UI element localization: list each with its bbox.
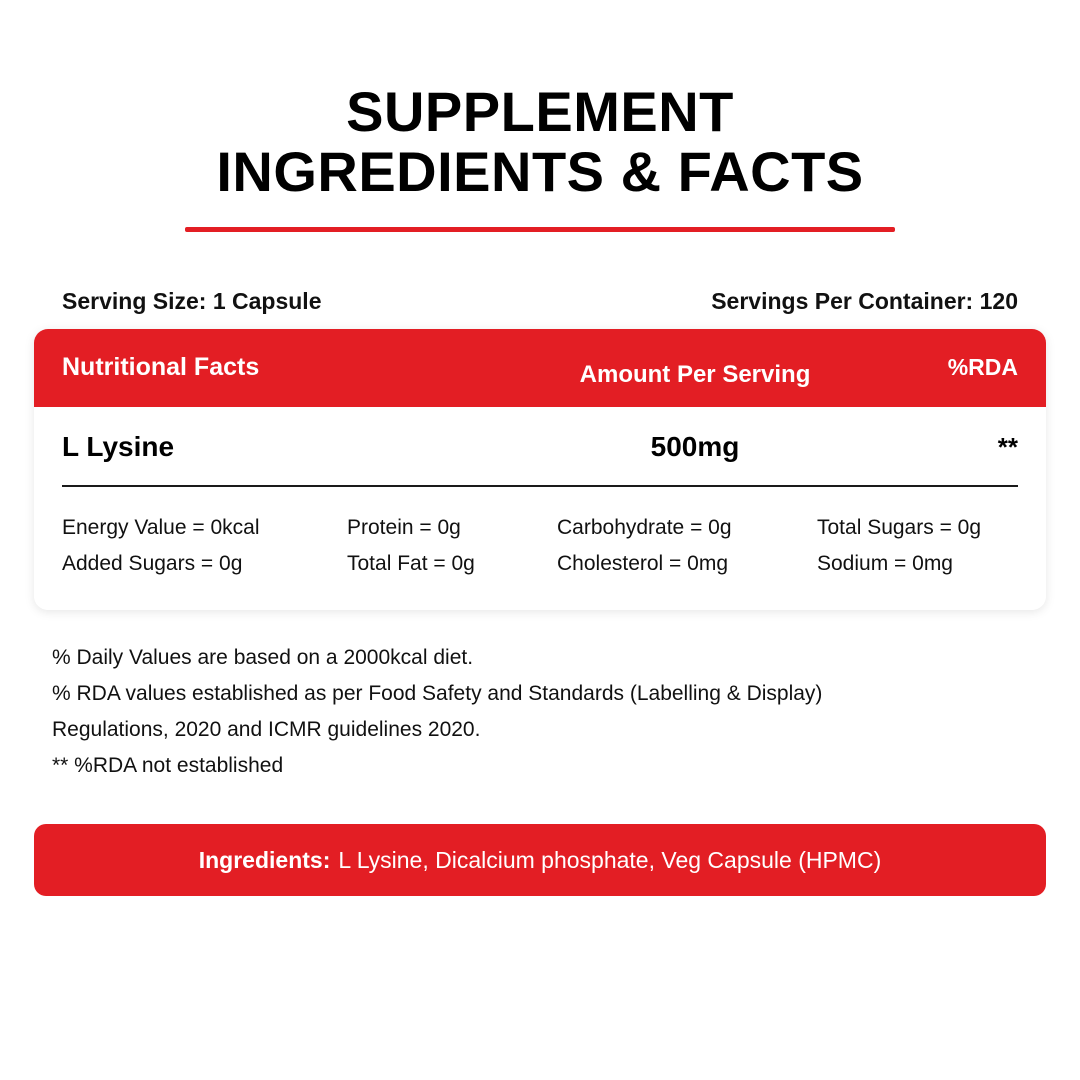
footnote-rda-regulations-line-1: % RDA values established as per Food Safety and Standards (Labelling & Display) xyxy=(52,681,823,705)
servings-per-container-text: Servings Per Container: 120 xyxy=(711,287,1018,314)
nutrient-rda: ** xyxy=(997,431,1018,462)
footnote-daily-values: % Daily Values are based on a 2000kcal diet. xyxy=(52,645,474,669)
micro-item-energy-value: Energy Value = 0kcal xyxy=(62,515,260,539)
nutrient-name: L Lysine xyxy=(62,430,175,462)
page-title-line-2: INGREDIENTS & FACTS xyxy=(216,140,864,204)
ingredients-bar xyxy=(34,824,1046,896)
micro-item-cholesterol: Cholesterol = 0mg xyxy=(557,552,729,576)
micro-item-protein: Protein = 0g xyxy=(347,515,461,539)
nutrition-table-header xyxy=(34,329,1046,407)
footnote-rda-regulations-line-2: Regulations, 2020 and ICMR guidelines 2020. xyxy=(52,718,481,742)
page-header xyxy=(0,0,1080,232)
table-row xyxy=(62,407,1018,487)
ingredients-list: L Lysine, Dicalcium phosphate, Veg Capsule (HPMC) xyxy=(338,846,882,873)
nutrient-amount: 500mg xyxy=(650,430,740,462)
micro-item-total-sugars: Total Sugars = 0g xyxy=(817,515,982,539)
nutrition-facts-card xyxy=(34,329,1046,610)
footnote-rda-not-established: ** %RDA not established xyxy=(52,754,284,778)
serving-size-text: Serving Size: 1 Capsule xyxy=(62,287,322,314)
column-header-nutritional-facts: Nutritional Facts xyxy=(62,353,260,382)
column-header-amount-per-serving: Amount Per Serving xyxy=(579,360,811,388)
page-title-line-1: SUPPLEMENT xyxy=(346,80,734,143)
nutrition-table-body xyxy=(34,407,1046,610)
micro-item-carbohydrate: Carbohydrate = 0g xyxy=(557,515,732,539)
micro-item-sodium: Sodium = 0mg xyxy=(817,552,953,576)
column-header-rda: %RDA xyxy=(947,354,1018,381)
ingredients-label: Ingredients: xyxy=(198,846,331,873)
micronutrient-grid xyxy=(62,487,1018,610)
micro-item-total-fat: Total Fat = 0g xyxy=(347,552,475,576)
micro-item-added-sugars: Added Sugars = 0g xyxy=(62,552,243,576)
serving-info-row xyxy=(62,288,1018,315)
footnotes-block xyxy=(52,640,1028,784)
title-underline-rule xyxy=(185,227,895,232)
